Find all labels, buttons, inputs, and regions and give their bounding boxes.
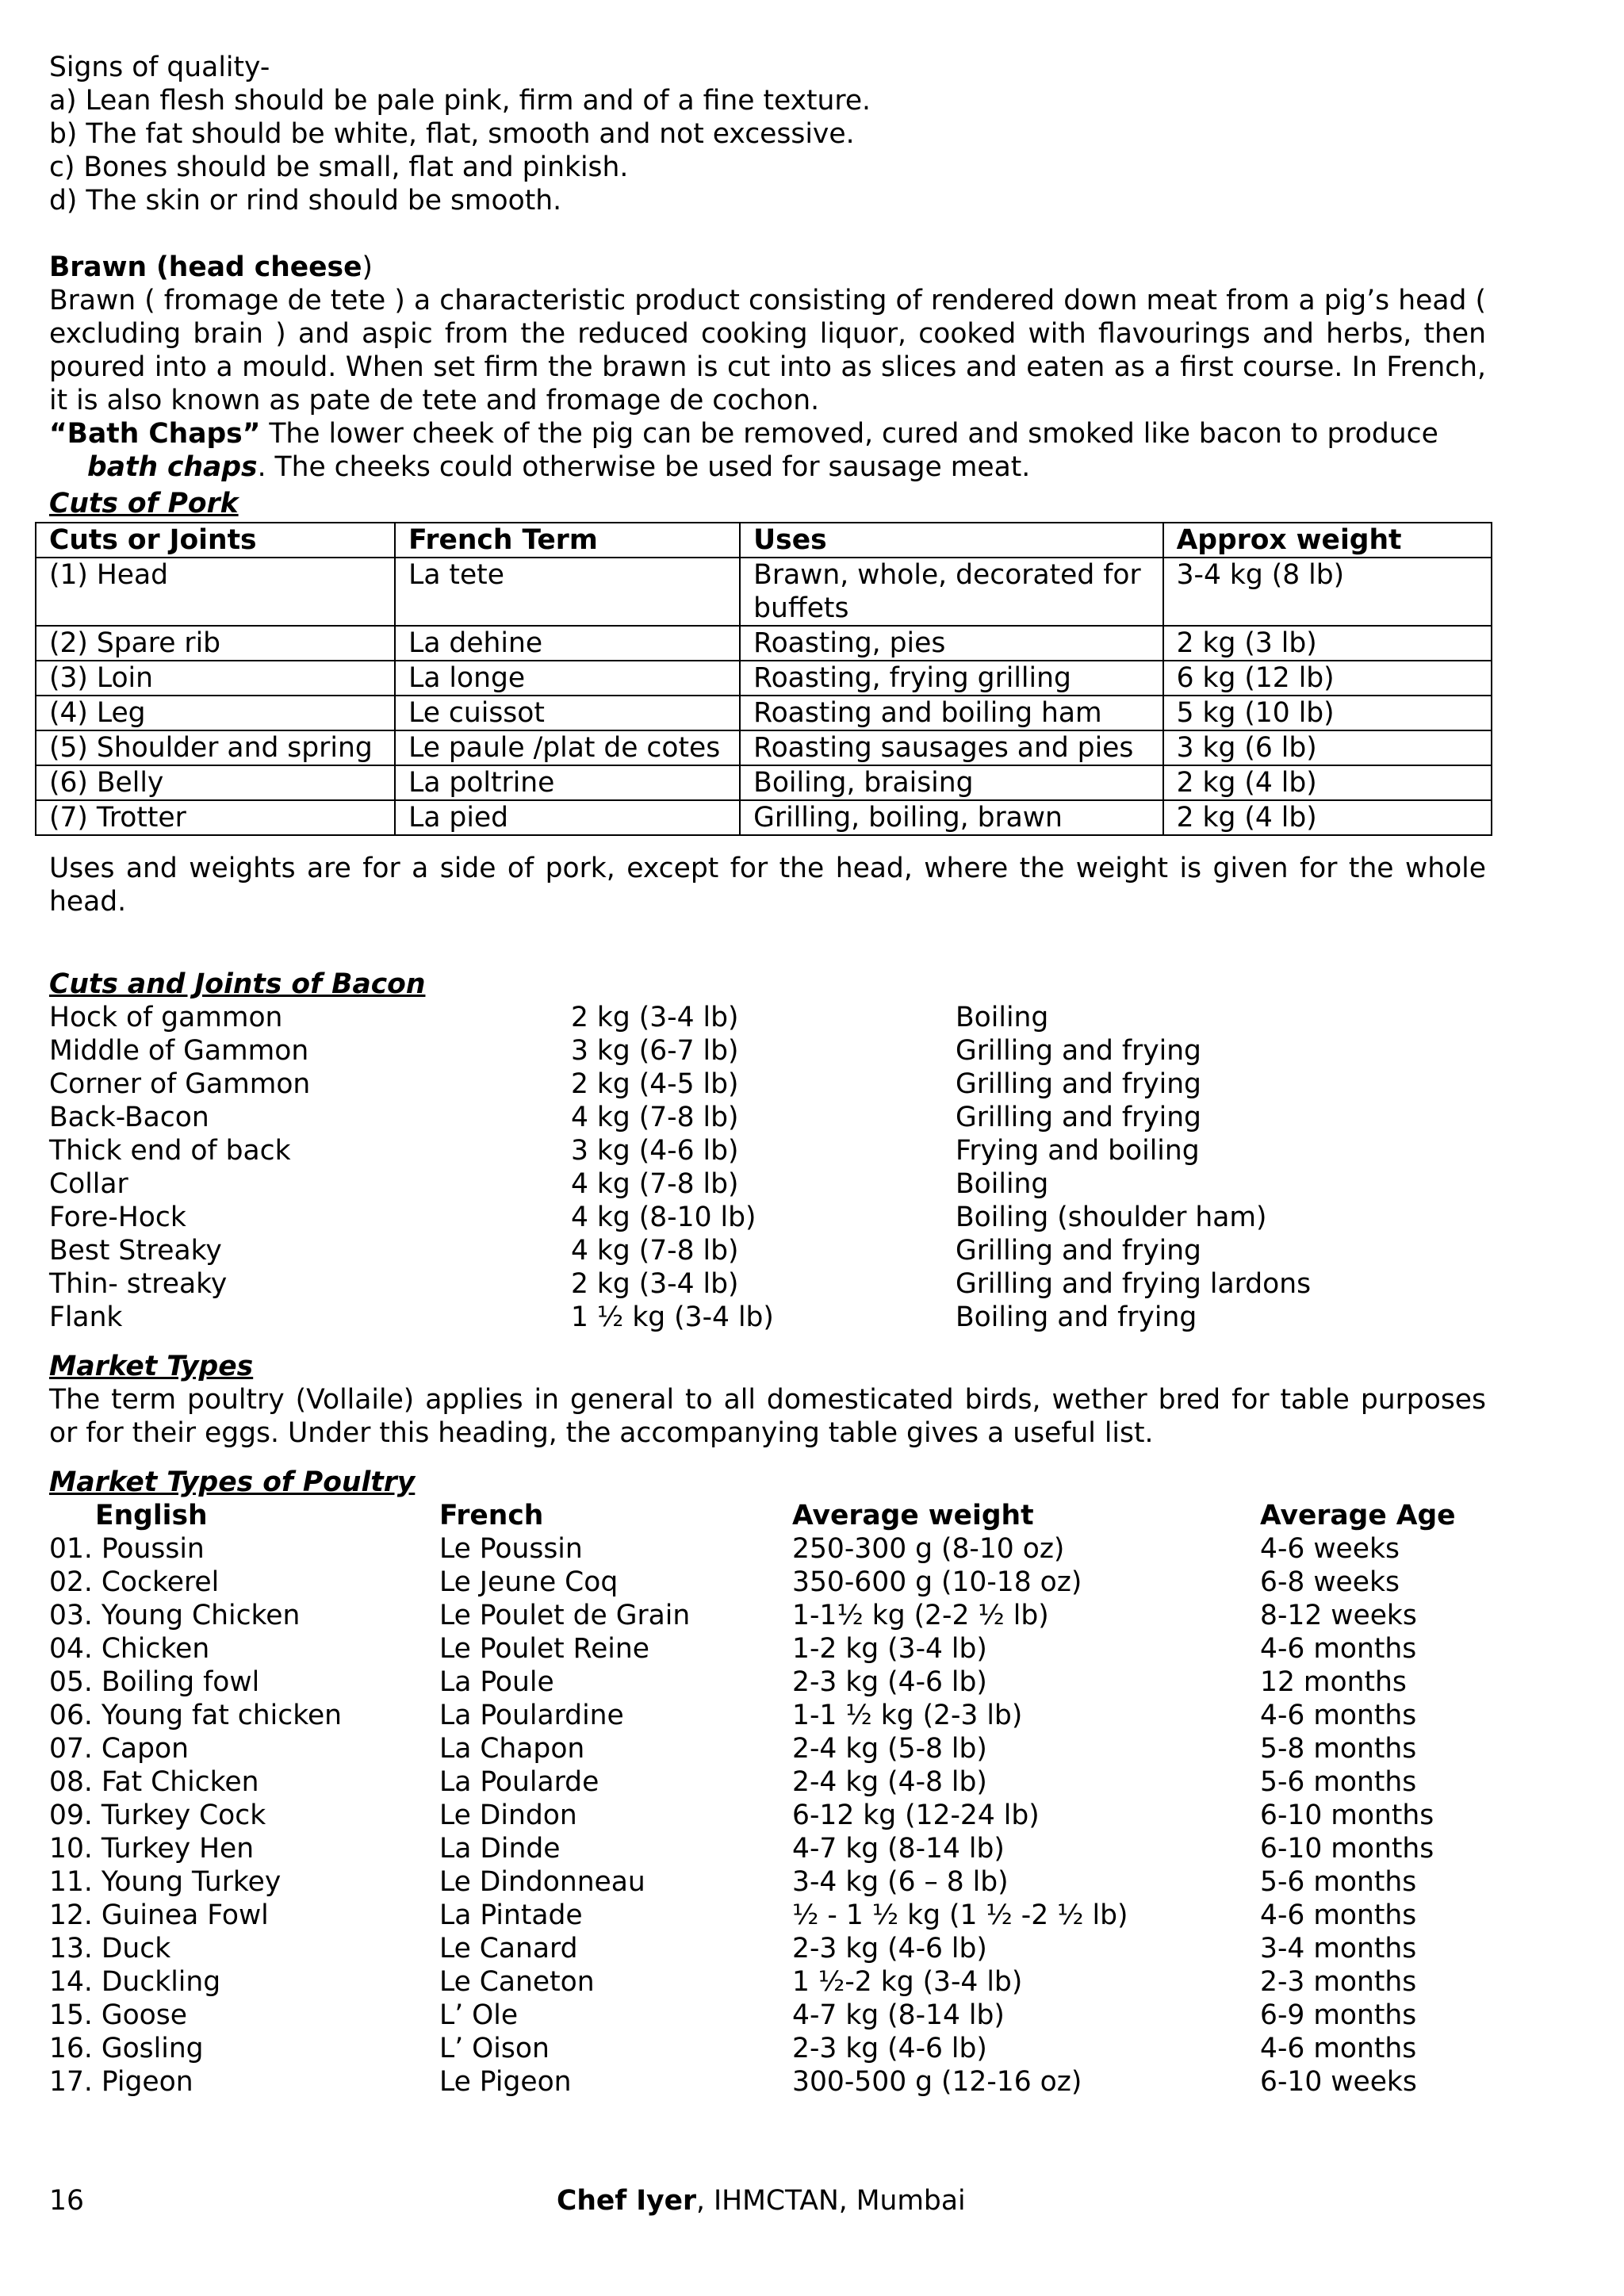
poultry-age: 5-8 months bbox=[1260, 1733, 1417, 1765]
table-row bbox=[49, 1832, 1486, 1865]
table-cell: Roasting, pies bbox=[740, 626, 1162, 661]
poultry-french: La Poularde bbox=[439, 1766, 599, 1798]
poultry-english: 07. Capon bbox=[49, 1733, 189, 1765]
poultry-french: Le Dindonneau bbox=[439, 1866, 645, 1898]
table-cell: La longe bbox=[395, 661, 740, 696]
poultry-french: Le Poulet Reine bbox=[439, 1633, 649, 1665]
table-cell: (7) Trotter bbox=[36, 800, 395, 835]
poultry-list bbox=[49, 1499, 1486, 2099]
table-cell: (6) Belly bbox=[36, 765, 395, 800]
bacon-use: Frying and boiling bbox=[956, 1135, 1200, 1167]
bath-chaps-desc: The lower cheek of the pig can be removed, cured and smoked like bacon to produce bbox=[260, 418, 1438, 450]
table-row bbox=[49, 1532, 1486, 1566]
poultry-english: 13. Duck bbox=[49, 1933, 171, 1964]
poultry-french: Le Dindon bbox=[439, 1800, 577, 1831]
table-cell: (1) Head bbox=[36, 558, 395, 626]
table-cell: (4) Leg bbox=[36, 696, 395, 730]
bacon-weight: 4 kg (8-10 lb) bbox=[571, 1202, 756, 1233]
bacon-cut: Middle of Gammon bbox=[49, 1035, 309, 1067]
table-cell: 2 kg (4 lb) bbox=[1163, 800, 1492, 835]
poultry-age: 6-10 months bbox=[1260, 1800, 1434, 1831]
poultry-english: 17. Pigeon bbox=[49, 2066, 193, 2098]
bacon-cut: Thin- streaky bbox=[49, 1268, 228, 1300]
poultry-age: 4-6 months bbox=[1260, 1633, 1417, 1665]
poultry-english: 12. Guinea Fowl bbox=[49, 1899, 269, 1931]
footer-institution: , IHMCTAN, Mumbai bbox=[696, 2185, 966, 2217]
bacon-cut: Best Streaky bbox=[49, 1235, 222, 1267]
table-cell: 2 kg (3 lb) bbox=[1163, 626, 1492, 661]
bacon-use: Boiling bbox=[956, 1002, 1049, 1033]
poultry-weight: 6-12 kg (12-24 lb) bbox=[792, 1800, 1040, 1831]
bacon-use: Grilling and frying bbox=[956, 1035, 1201, 1067]
table-cell: (5) Shoulder and spring bbox=[36, 730, 395, 765]
quality-item: d) The skin or rind should be smooth. bbox=[49, 185, 562, 217]
poultry-english: 16. Gosling bbox=[49, 2033, 204, 2064]
poultry-french: Le Canard bbox=[439, 1933, 578, 1964]
bacon-cut: Hock of gammon bbox=[49, 1002, 283, 1033]
poultry-weight: 2-4 kg (4-8 lb) bbox=[792, 1766, 987, 1798]
table-cell: 3-4 kg (8 lb) bbox=[1163, 558, 1492, 626]
pork-col-header: Cuts or Joints bbox=[36, 523, 395, 558]
table-cell: 3 kg (6 lb) bbox=[1163, 730, 1492, 765]
poultry-age: 3-4 months bbox=[1260, 1933, 1417, 1964]
poultry-age: 4-6 months bbox=[1260, 1899, 1417, 1931]
table-cell: Grilling, boiling, brawn bbox=[740, 800, 1162, 835]
table-cell: Boiling, braising bbox=[740, 765, 1162, 800]
table-row bbox=[49, 1865, 1486, 1899]
quality-item: c) Bones should be small, flat and pinkish. bbox=[49, 151, 629, 183]
poultry-weight: 1-1 ½ kg (2-3 lb) bbox=[792, 1700, 1023, 1731]
poultry-french: La Poule bbox=[439, 1666, 554, 1698]
table-row bbox=[49, 1799, 1486, 1832]
bath-chaps-end: . The cheeks could otherwise be used for sausage meat. bbox=[257, 451, 1031, 483]
bacon-use: Boiling and frying bbox=[956, 1301, 1197, 1333]
poultry-french: Le Jeune Coq bbox=[439, 1566, 619, 1598]
poultry-french: Le Poussin bbox=[439, 1533, 583, 1565]
poultry-age: 6-10 weeks bbox=[1260, 2066, 1417, 2098]
bacon-cut: Thick end of back bbox=[49, 1135, 291, 1167]
list-item bbox=[49, 1068, 1486, 1101]
table-cell: La pied bbox=[395, 800, 740, 835]
table-row bbox=[49, 2065, 1486, 2099]
table-row bbox=[49, 1665, 1486, 1699]
poultry-english: 14. Duckling bbox=[49, 1966, 221, 1998]
footer-credit bbox=[557, 2184, 966, 2217]
poultry-header bbox=[49, 1499, 1486, 1532]
table-row bbox=[49, 1599, 1486, 1632]
poultry-weight: 1-1½ kg (2-2 ½ lb) bbox=[792, 1600, 1049, 1631]
bacon-cut: Flank bbox=[49, 1301, 123, 1333]
poultry-col-header: Average Age bbox=[1260, 1500, 1456, 1531]
bacon-weight: 2 kg (4-5 lb) bbox=[571, 1068, 739, 1100]
poultry-age: 8-12 weeks bbox=[1260, 1600, 1417, 1631]
table-cell: Brawn, whole, decorated for buffets bbox=[740, 558, 1162, 626]
poultry-age: 4-6 months bbox=[1260, 2033, 1417, 2064]
brawn-heading-bold: Brawn (head cheese bbox=[49, 251, 362, 283]
poultry-french: La Chapon bbox=[439, 1733, 585, 1765]
bacon-use: Boiling bbox=[956, 1168, 1049, 1200]
poultry-english: 15. Goose bbox=[49, 1999, 187, 2031]
poultry-age: 4-6 weeks bbox=[1260, 1533, 1400, 1565]
table-row bbox=[36, 558, 1492, 626]
poultry-english: 05. Boiling fowl bbox=[49, 1666, 260, 1698]
bacon-use: Grilling and frying bbox=[956, 1102, 1201, 1133]
bacon-weight: 3 kg (4-6 lb) bbox=[571, 1135, 739, 1167]
bacon-weight: 4 kg (7-8 lb) bbox=[571, 1168, 739, 1200]
bath-chaps-term: bath chaps bbox=[87, 451, 258, 483]
poultry-english: 06. Young fat chicken bbox=[49, 1700, 343, 1731]
poultry-age: 4-6 months bbox=[1260, 1700, 1417, 1731]
brawn-heading-end: ) bbox=[362, 251, 373, 283]
table-row bbox=[49, 1999, 1486, 2032]
table-cell: La poltrine bbox=[395, 765, 740, 800]
pork-table-header bbox=[36, 523, 1492, 558]
bacon-cut: Back-Bacon bbox=[49, 1102, 209, 1133]
poultry-french: Le Caneton bbox=[439, 1966, 595, 1998]
table-cell: Le paule /plat de cotes bbox=[395, 730, 740, 765]
table-row bbox=[49, 1965, 1486, 1999]
poultry-weight: 1 ½-2 kg (3-4 lb) bbox=[792, 1966, 1023, 1998]
pork-col-header: Uses bbox=[740, 523, 1162, 558]
bacon-cut: Collar bbox=[49, 1168, 128, 1200]
brawn-heading bbox=[49, 251, 1486, 284]
poultry-age: 12 months bbox=[1260, 1666, 1407, 1698]
bacon-weight: 4 kg (7-8 lb) bbox=[571, 1235, 739, 1267]
list-item bbox=[49, 1034, 1486, 1068]
pork-col-header: Approx weight bbox=[1163, 523, 1492, 558]
poultry-age: 5-6 months bbox=[1260, 1766, 1417, 1798]
market-text: The term poultry (Vollaile) applies in general to all domesticated birds, wether bred for table purposes or for their eggs. Under this heading, the accompanying table gives a useful list. bbox=[49, 1384, 1486, 1449]
page-number: 16 bbox=[49, 2185, 84, 2217]
poultry-french: La Dinde bbox=[439, 1833, 561, 1865]
poultry-english: 03. Young Chicken bbox=[49, 1600, 301, 1631]
poultry-age: 6-10 months bbox=[1260, 1833, 1434, 1865]
poultry-english: 10. Turkey Hen bbox=[49, 1833, 255, 1865]
table-cell: La tete bbox=[395, 558, 740, 626]
poultry-french: L’ Ole bbox=[439, 1999, 519, 2031]
poultry-age: 6-8 weeks bbox=[1260, 1566, 1400, 1598]
bacon-weight: 1 ½ kg (3-4 lb) bbox=[571, 1301, 774, 1333]
poultry-english: 04. Chicken bbox=[49, 1633, 210, 1665]
brawn-section bbox=[49, 251, 1486, 484]
poultry-french: La Pintade bbox=[439, 1899, 583, 1931]
pork-table bbox=[35, 522, 1492, 836]
table-cell: 5 kg (10 lb) bbox=[1163, 696, 1492, 730]
bacon-weight: 2 kg (3-4 lb) bbox=[571, 1002, 739, 1033]
table-cell: Le cuissot bbox=[395, 696, 740, 730]
poultry-weight: 1-2 kg (3-4 lb) bbox=[792, 1633, 987, 1665]
list-item bbox=[49, 1167, 1486, 1201]
table-row bbox=[36, 696, 1492, 730]
poultry-french: Le Pigeon bbox=[439, 2066, 572, 2098]
table-cell: (3) Loin bbox=[36, 661, 395, 696]
poultry-weight: 350-600 g (10-18 oz) bbox=[792, 1566, 1082, 1598]
poultry-french: Le Poulet de Grain bbox=[439, 1600, 691, 1631]
quality-item: a) Lean flesh should be pale pink, firm and of a fine texture. bbox=[49, 85, 871, 117]
poultry-weight: 2-4 kg (5-8 lb) bbox=[792, 1733, 987, 1765]
poultry-col-header: Average weight bbox=[792, 1500, 1034, 1531]
table-row bbox=[49, 1566, 1486, 1599]
poultry-english: 09. Turkey Cock bbox=[49, 1800, 266, 1831]
table-row bbox=[49, 1699, 1486, 1732]
market-title: Market Types bbox=[49, 1351, 254, 1382]
poultry-english: 08. Fat Chicken bbox=[49, 1766, 259, 1798]
list-item bbox=[49, 1234, 1486, 1267]
list-item bbox=[49, 1134, 1486, 1167]
bacon-weight: 2 kg (3-4 lb) bbox=[571, 1268, 739, 1300]
table-row bbox=[49, 1932, 1486, 1965]
poultry-weight: ½ - 1 ½ kg (1 ½ -2 ½ lb) bbox=[792, 1899, 1128, 1931]
list-item bbox=[49, 1301, 1486, 1334]
list-item bbox=[49, 1201, 1486, 1234]
table-row bbox=[49, 1632, 1486, 1665]
table-cell: Roasting, frying grilling bbox=[740, 661, 1162, 696]
list-item bbox=[49, 1267, 1486, 1301]
poultry-french: La Poulardine bbox=[439, 1700, 624, 1731]
poultry-weight: 2-3 kg (4-6 lb) bbox=[792, 2033, 987, 2064]
table-cell: 6 kg (12 lb) bbox=[1163, 661, 1492, 696]
bath-chaps-text bbox=[49, 417, 1486, 450]
table-row bbox=[36, 800, 1492, 835]
table-row bbox=[36, 661, 1492, 696]
poultry-weight: 250-300 g (8-10 oz) bbox=[792, 1533, 1065, 1565]
poultry-english: 01. Poussin bbox=[49, 1533, 205, 1565]
table-row bbox=[49, 1899, 1486, 1932]
bacon-cut: Corner of Gammon bbox=[49, 1068, 311, 1100]
poultry-english: 11. Young Turkey bbox=[49, 1866, 282, 1898]
table-cell: Roasting sausages and pies bbox=[740, 730, 1162, 765]
poultry-weight: 3-4 kg (6 – 8 lb) bbox=[792, 1866, 1009, 1898]
poultry-col-header: English bbox=[95, 1500, 208, 1531]
poultry-french: L’ Oison bbox=[439, 2033, 550, 2064]
pork-note: Uses and weights are for a side of pork, except for the head, where the weight is given for the whole head. bbox=[49, 853, 1486, 918]
table-row bbox=[49, 1765, 1486, 1799]
bacon-cut: Fore-Hock bbox=[49, 1202, 186, 1233]
table-row bbox=[49, 1732, 1486, 1765]
pork-col-header: French Term bbox=[395, 523, 740, 558]
table-cell: (2) Spare rib bbox=[36, 626, 395, 661]
brawn-text: Brawn ( fromage de tete ) a characteristic product consisting of rendered down meat from a pig’s head ( excluding brain ) and aspic from the reduced cooking liquor, cooked with flavourings and herbs, then poured into a mould. When set firm the brawn is cut into as slices and eaten as a first course. In French, it is also known as pate de tete and fromage de cochon. bbox=[49, 285, 1486, 416]
table-cell: Roasting and boiling ham bbox=[740, 696, 1162, 730]
document-page bbox=[49, 51, 1486, 2099]
footer-author: Chef Iyer bbox=[557, 2185, 697, 2217]
table-cell: La dehine bbox=[395, 626, 740, 661]
list-item bbox=[49, 1101, 1486, 1134]
bacon-weight: 4 kg (7-8 lb) bbox=[571, 1102, 739, 1133]
poultry-title: Market Types of Poultry bbox=[49, 1466, 416, 1498]
table-row bbox=[49, 2032, 1486, 2065]
bacon-list bbox=[49, 1001, 1486, 1334]
table-row bbox=[36, 765, 1492, 800]
page-footer bbox=[49, 2184, 1486, 2217]
bath-chaps-text-cont bbox=[49, 450, 1486, 484]
poultry-weight: 4-7 kg (8-14 lb) bbox=[792, 1999, 1005, 2031]
poultry-weight: 4-7 kg (8-14 lb) bbox=[792, 1833, 1005, 1865]
poultry-age: 2-3 months bbox=[1260, 1966, 1417, 1998]
quality-heading: Signs of quality- bbox=[49, 52, 270, 83]
table-cell: 2 kg (4 lb) bbox=[1163, 765, 1492, 800]
table-row bbox=[36, 626, 1492, 661]
quality-section bbox=[49, 51, 1486, 217]
poultry-weight: 2-3 kg (4-6 lb) bbox=[792, 1933, 987, 1964]
bacon-use: Grilling and frying bbox=[956, 1235, 1201, 1267]
table-row bbox=[36, 730, 1492, 765]
bacon-title: Cuts and Joints of Bacon bbox=[49, 968, 426, 1000]
bacon-use: Grilling and frying bbox=[956, 1068, 1201, 1100]
poultry-english: 02. Cockerel bbox=[49, 1566, 220, 1598]
quality-item: b) The fat should be white, flat, smooth and not excessive. bbox=[49, 118, 855, 150]
bacon-use: Boiling (shoulder ham) bbox=[956, 1202, 1267, 1233]
poultry-weight: 2-3 kg (4-6 lb) bbox=[792, 1666, 987, 1698]
pork-title: Cuts of Pork bbox=[49, 488, 239, 519]
bath-chaps-label: “Bath Chaps” bbox=[49, 418, 261, 450]
poultry-age: 6-9 months bbox=[1260, 1999, 1417, 2031]
poultry-age: 5-6 months bbox=[1260, 1866, 1417, 1898]
poultry-weight: 300-500 g (12-16 oz) bbox=[792, 2066, 1082, 2098]
poultry-col-header: French bbox=[439, 1500, 544, 1531]
list-item bbox=[49, 1001, 1486, 1034]
bacon-weight: 3 kg (6-7 lb) bbox=[571, 1035, 739, 1067]
bacon-use: Grilling and frying lardons bbox=[956, 1268, 1312, 1300]
